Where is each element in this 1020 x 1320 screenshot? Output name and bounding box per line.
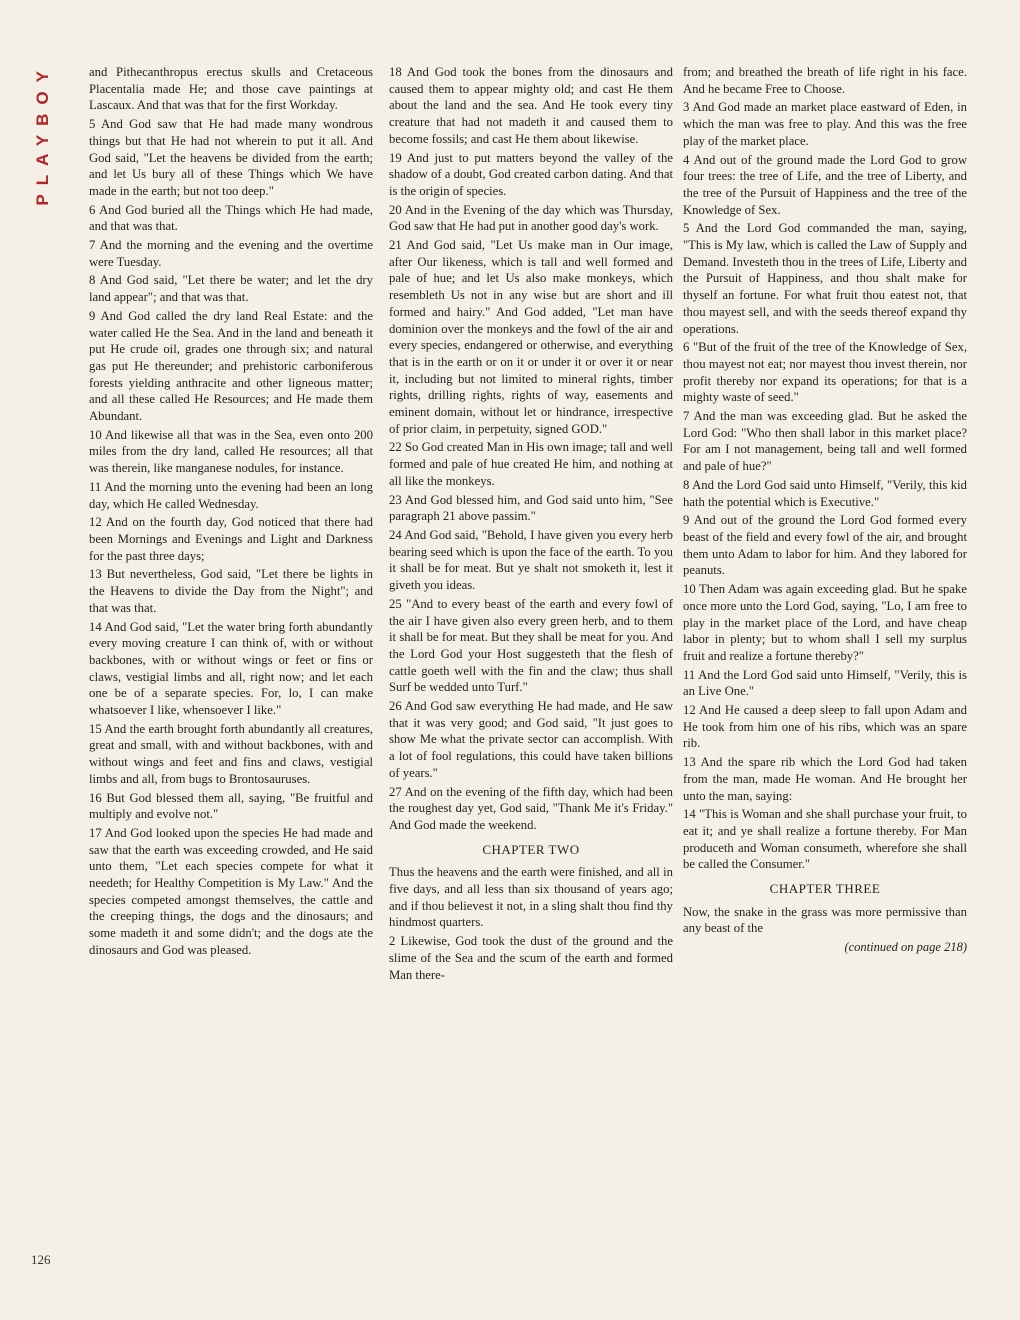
- paragraph: 7 And the man was exceeding glad. But he asked the Lord God: "Who then shall labor in this market place? For am I not management, being tall and well formed and pale of hue?": [683, 409, 967, 474]
- text-column-1: [89, 64, 373, 961]
- paragraph: 21 And God said, "Let Us make man in Our image, after Our likeness, which is tall and well formed and pale of hue; and let Us also make monkeys, which resembleth Us not in any wise but are short and ill formed and hairy." And God added, "Let man have dominion over the monkeys and the fowl of the air and every species, endangered or otherwise, and everything that is in the earth or on it or under it or over it or near it, including but not limited to mineral rights, timber rights, drilling rights, rights of way, easements and eminent domain, without let or hindrance, irrespective of prior claim, in perpetuity, signed GOD.": [389, 238, 673, 436]
- paragraph: 27 And on the evening of the fifth day, which had been the roughest day yet, God said, "Thank Me it's Friday." And God made the weekend.: [389, 784, 673, 832]
- chapter-heading: CHAPTER THREE: [769, 881, 881, 897]
- paragraph: 22 So God created Man in His own image; tall and well formed and pale of hue created He him, and nothing at all like the monkeys.: [389, 440, 673, 488]
- paragraph: 13 And the spare rib which the Lord God had taken from the man, made He woman. And He brought her unto the man, saying:: [683, 755, 967, 803]
- paragraph: 2 Likewise, God took the dust of the ground and the slime of the Sea and the scum of the earth and formed Man there-: [389, 934, 673, 982]
- paragraph: 18 And God took the bones from the dinosaurs and caused them to appear mighty old; and cast He them about the land and the sea. And He took every tiny creature that had not madeth it and caused them to become fossils; and cast He them about likewise.: [389, 65, 673, 146]
- paragraph: 12 And He caused a deep sleep to fall upon Adam and He took from him one of his ribs, which was an spare rib.: [683, 703, 967, 751]
- paragraph: 15 And the earth brought forth abundantly all creatures, great and small, with and without backbones, with and without wings and feet and fins and claws, vestigial limbs and all, from bugs to Brontosauruses.: [89, 721, 373, 786]
- paragraph: 16 But God blessed them all, saying, "Be fruitful and multiply and evolve not.": [89, 790, 373, 822]
- paragraph: 14 "This is Woman and she shall purchase your fruit, to eat it; and ye shall realize a fortune thereby. For Man produceth and Woman consumeth, wherefore she shall be called the Consumer.": [683, 807, 967, 872]
- paragraph: 12 And on the fourth day, God noticed that there had been Mornings and Evenings and Light and Darkness for the past three days;: [89, 515, 373, 563]
- paragraph: and Pithecanthropus erectus skulls and Cretaceous Placentalia made He; and those cave paintings at Lascaux. And that was that for the first Workday.: [89, 65, 373, 113]
- paragraph: 6 "But of the fruit of the tree of the Knowledge of Sex, thou mayest not eat; nor mayest thou invest therein, nor profit thereby nor expand its operations; for that is a mighty waste of seed.": [683, 340, 967, 405]
- paragraph: 11 And the Lord God said unto Himself, "Verily, this is an Live One.": [683, 667, 967, 699]
- paragraph: 5 And God saw that He had made many wondrous things but that He had not wherein to put it all. And God said, "Let the heavens be divided from the earth; and let Us bury all of these Things which We have made in the earth; but not too deep.": [89, 117, 373, 198]
- paragraph: 19 And just to put matters beyond the valley of the shadow of a doubt, God created carbon dating. And that is the origin of species.: [389, 150, 673, 198]
- chapter-heading: CHAPTER TWO: [482, 841, 580, 857]
- paragraph: 8 And the Lord God said unto Himself, "Verily, this kid hath the potential which is Executive.": [683, 477, 967, 509]
- paragraph: 26 And God saw everything He had made, and He saw that it was very good; and God said, "It just goes to show Me what the private sector can accomplish. With a lot of fool regulations, this could have taken billions of years.": [389, 699, 673, 780]
- paragraph: 9 And out of the ground the Lord God formed every beast of the field and every fowl of the air, and brought them unto Adam to labor for him. And they labored for peanuts.: [683, 513, 967, 578]
- paragraph: 10 And likewise all that was in the Sea, even onto 200 miles from the dry land, called He resources; all that was therein, like manganese nodules, for instance.: [89, 427, 373, 476]
- paragraph: 4 And out of the ground made the Lord God to grow four trees: the tree of Life, and the tree of Liberty, and the tree of the Pursuit of Happiness and the tree of the Knowledge of Sex.: [683, 152, 967, 217]
- paragraph: 8 And God said, "Let there be water; and let the dry land appear"; and that was that.: [89, 273, 373, 305]
- paragraph: 6 And God buried all the Things which He had made, and that was that.: [89, 202, 373, 234]
- paragraph: 5 And the Lord God commanded the man, saying, "This is My law, which is called the Law of Supply and Demand. Investeth thou in the trees of Life, Liberty and the Pursuit of Happiness, and thou shalt make for thyself an fortune. For what fruit thou eatest not, that thou mayest sell, and with the seeds thereof expand thy operations.: [683, 221, 967, 336]
- paragraph: 25 "And to every beast of the earth and every fowl of the air I have given also every green herb, and to them it shall be for meat. But they shall be meat for you. And the Lord God your Host suggesteth that the flesh of cattle goeth well with the fin and the claw; thus shall Surf be wedded unto Turf.": [389, 596, 673, 695]
- masthead: PLAYBOY: [33, 62, 52, 206]
- paragraph: Thus the heavens and the earth were finished, and all in five days, and all less than six thousand of years ago; and if thou believest it not, in a sling shalt thou find thy hindmost quarters.: [389, 865, 673, 930]
- paragraph: from; and breathed the breath of life right in his face. And he became Free to Choose.: [683, 65, 967, 96]
- paragraph: Now, the snake in the grass was more permissive than any beast of the: [683, 904, 967, 936]
- text-column-2: [389, 64, 673, 985]
- paragraph: 9 And God called the dry land Real Estate: and the water called He the Sea. And in the land and beneath it put He crude oil, grades one through six; and natural gas put He thereunder; and prehistoric carboniferous forests yielding anthracite and other ligneous matter; and all these called He Resources; and He made them Abundant.: [89, 308, 373, 424]
- paragraph: 23 And God blessed him, and God said unto him, "See paragraph 21 above passim.": [389, 492, 673, 524]
- paragraph: 24 And God said, "Behold, I have given you every herb bearing seed which is upon the face of the earth. To you it shall be for meat. But ye shalt not smoketh it, lest it giveth you ideas.: [389, 527, 673, 593]
- page-number: 126: [31, 1252, 51, 1267]
- paragraph: 17 And God looked upon the species He had made and saw that the earth was exceeding crowded, and He said unto them, "Let each species compete for what it needeth; for Healthy Competition is My Law." And the species competed amongst themselves, the cattle and the creeping things, the dogs and the dinosaurs; and some madeth it and some didn't; and the dogs ate the dinosaurs and God was pleased.: [89, 825, 373, 957]
- continued-note: (continued on page 218): [844, 940, 967, 955]
- paragraph: 7 And the morning and the evening and the overtime were Tuesday.: [89, 238, 373, 269]
- paragraph: 11 And the morning unto the evening had been an long day, which He called Wednesday.: [89, 479, 373, 511]
- paragraph: 3 And God made an market place eastward of Eden, in which the man was free to play. And this was the free play of the market place.: [683, 100, 967, 148]
- paragraph: 14 And God said, "Let the water bring forth abundantly every moving creature I can think of, with or without backbones, with or without wings or feet or fins or claws, vestigial limbs and all, right now; and let each one be of a separate species. For, lo, I can make whatsoever I like, whensoever I like.": [89, 619, 373, 718]
- paragraph: 13 But nevertheless, God said, "Let there be lights in the Heavens to divide the Day from the Night"; and that was that.: [89, 567, 373, 615]
- paragraph: 10 Then Adam was again exceeding glad. But he spake once more unto the Lord God, saying, "Lo, I am free to play in the market place of the Lord, and have cheap labor in plenty; but to whom shall I sell my surplus fruit and realize a fortune thereby?": [683, 582, 967, 663]
- text-column-3: [683, 64, 967, 956]
- paragraph: 20 And in the Evening of the day which was Thursday, God saw that He had put in another good day's work.: [389, 202, 673, 234]
